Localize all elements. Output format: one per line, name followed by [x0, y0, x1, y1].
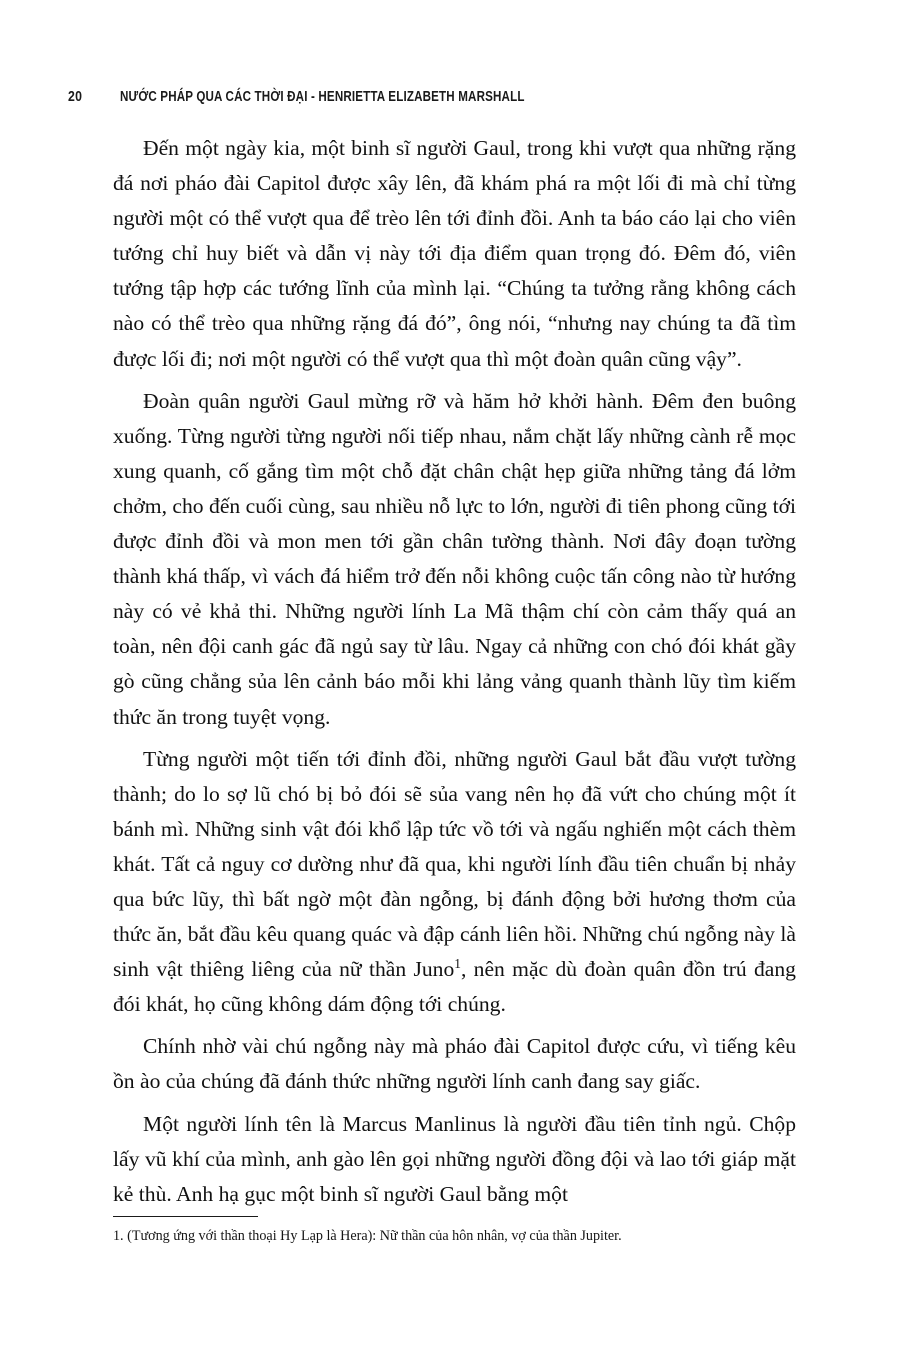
paragraph-4: Chính nhờ vài chú ngỗng này mà pháo đài Capitol được cứu, vì tiếng kêu ồn ào của chúng đã đánh thức những người lính canh đang say giấc.	[113, 1034, 796, 1094]
footnote-area	[113, 1216, 796, 1246]
paragraph-2: Đoàn quân người Gaul mừng rỡ và hăm hở khởi hành. Đêm đen buông xuống. Từng người từng người nối tiếp nhau, nắm chặt lấy những cành rễ mọc xung quanh, cố gắng tìm một chỗ đặt chân chật hẹp giữa những tảng đá lởm chởm, cho đến cuối cùng, sau nhiều nỗ lực to lớn, người đi tiên phong cũng tới được đỉnh đồi và mon men tới gần chân tường thành. Nơi đây đoạn tường thành khá thấp, vì vách đá hiểm trở đến nỗi không cuộc tấn công nào từ hướng này có vẻ khả thi. Những người lính La Mã thậm chí còn cảm thấy quá an toàn, nên đội canh gác đã ngủ say từ lâu. Ngay cả những con chó đói khát gầy gò cũng chẳng sủa lên cảnh báo mỗi khi lảng vảng quanh thành lũy tìm kiếm thức ăn trong tuyệt vọng.	[113, 388, 796, 729]
page-number: 20	[68, 88, 83, 105]
paragraph-3-with-footnote-ref	[113, 742, 796, 1023]
paragraph-1: Đến một ngày kia, một binh sĩ người Gaul, trong khi vượt qua những rặng đá nơi pháo đài Capitol được xây lên, đã khám phá ra một lối đi mà chỉ từng người một có thể vượt qua để trèo lên tới đỉnh đồi. Anh ta báo cáo lại cho viên tướng chỉ huy biết và dẫn vị này tới địa điểm quan trọng đó. Đêm đó, viên tướng tập hợp các tướng lĩnh của mình lại. “Chúng ta tưởng rằng không cách nào có thể trèo qua những rặng đá đó”, ông nói, “nhưng nay chúng ta đã tìm được lối đi; nơi một người có thể vượt qua thì một đoàn quân cũng vậy”.	[113, 136, 796, 371]
paragraph-3-text-after: , nên mặc dù đoàn quân đồn trú đang đói khát, họ cũng không dám động tới chúng.	[113, 957, 796, 1017]
running-head-title: NƯỚC PHÁP QUA CÁC THỜI ĐẠI - HENRIETTA ELIZABETH MARSHALL	[119, 89, 525, 105]
running-head	[68, 88, 848, 110]
footnote-separator-rule	[113, 1216, 258, 1217]
body-text-column	[113, 131, 796, 1212]
paragraph-5: Một người lính tên là Marcus Manlinus là người đầu tiên tỉnh ngủ. Chộp lấy vũ khí của mình, anh gào lên gọi những người đồng đội và lao tới giáp mặt kẻ thù. Anh hạ gục một binh sĩ người Gaul bằng một	[113, 1111, 796, 1206]
footnote-1-text: 1. (Tương ứng với thần thoại Hy Lạp là Hera): Nữ thần của hôn nhân, vợ của thần Jupiter.	[113, 1227, 622, 1244]
paragraph-3-text-before: Từng người một tiến tới đỉnh đồi, những người Gaul bắt đầu vượt tường thành; do lo sợ lũ chó bị bỏ đói sẽ sủa vang nên họ đã vứt cho chúng một ít bánh mì. Những sinh vật đói khổ lập tức vồ tới và ngấu nghiến một cách thèm khát. Tất cả nguy cơ dường như đã qua, khi người lính đầu tiên chuẩn bị nhảy qua bức lũy, thì bất ngờ một đàn ngỗng, bị đánh động bởi hương thơm của thức ăn, bắt đầu kêu quang quác và đập cánh liên hồi. Những chú ngỗng này là sinh vật thiêng liêng của nữ thần Juno	[113, 746, 796, 982]
footnote-reference-marker[interactable]: 1	[454, 955, 461, 971]
